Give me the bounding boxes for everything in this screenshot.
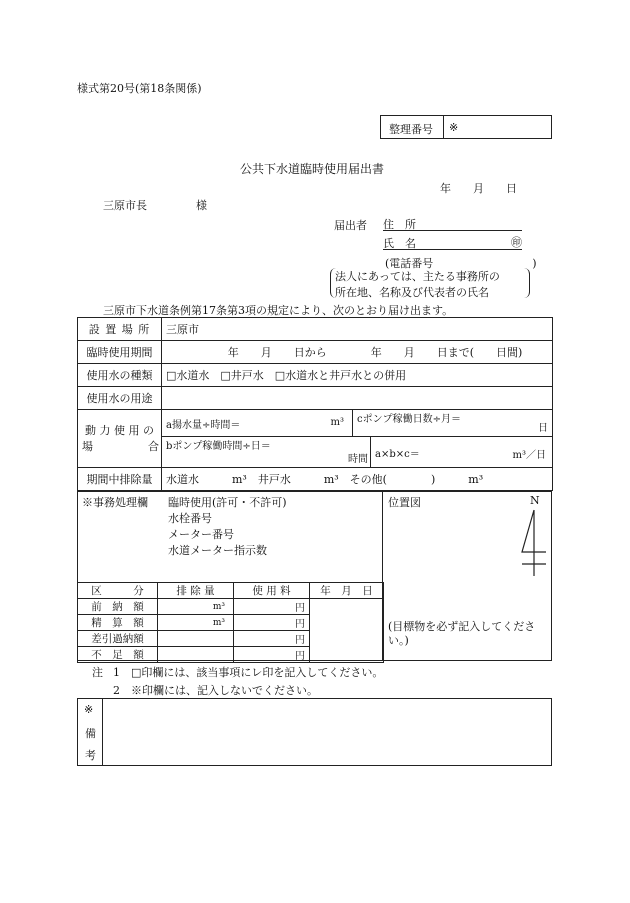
power-c-cell[interactable]: [353, 410, 553, 437]
applicant-label: 届出者: [334, 219, 367, 232]
fee-row-qty[interactable]: [158, 647, 234, 663]
office-line-3: メーター番号: [168, 528, 234, 541]
power-abc-label: a×b×c＝: [375, 448, 420, 460]
fee-row-label: 精 算 額: [78, 615, 158, 631]
intro-text: 三原市下水道条例第17条第3項の規定により、次のとおり届け出ます。: [103, 304, 454, 317]
discharge-label: 期間中排除量: [78, 468, 162, 491]
corp-note: [330, 268, 530, 298]
remarks-mark: ※: [84, 703, 94, 716]
period-value[interactable]: 年 月 日から 年 月 日まで( 日間): [162, 341, 553, 364]
fee-row-label: 差引過納額: [78, 631, 158, 647]
office-line-2: 水栓番号: [168, 512, 212, 525]
power-b-unit: 時間: [348, 454, 368, 465]
addressee: 三原市長: [103, 199, 147, 212]
power-abc-cell[interactable]: [371, 437, 553, 468]
fee-row-label: 前 納 額: [78, 599, 158, 615]
fee-row-label: 不 足 額: [78, 647, 158, 663]
map-note: (目標物を必ず記入してください。): [388, 620, 536, 647]
fee-row-qty[interactable]: m³: [158, 599, 234, 615]
corp-note-line-1: 法人にあっては、主たる事務所の: [335, 270, 500, 283]
main-form-table: [77, 317, 553, 491]
water-type-options[interactable]: □水道水 □井戸水 □水道水と井戸水との併用: [162, 364, 553, 387]
water-type-label: 使用水の種類: [78, 364, 162, 387]
power-label: [78, 410, 162, 468]
power-a-unit: m³: [330, 417, 344, 428]
remarks-box: [77, 698, 552, 766]
map-label: 位置図: [388, 496, 421, 509]
power-b-label: bポンプ稼働時間÷日＝: [166, 441, 271, 452]
note-prefix: 注: [92, 666, 103, 679]
discharge-value[interactable]: 水道水 m³ 井戸水 m³ その他( ) m³: [162, 468, 553, 491]
power-label-line-1: 動 力 使 用 の: [85, 423, 154, 437]
power-b-cell[interactable]: [162, 437, 371, 468]
fee-header-fee: 使 用 料: [234, 583, 310, 599]
fee-row-fee[interactable]: 円: [234, 631, 310, 647]
seiri-label: 整理番号: [389, 123, 433, 136]
power-a-cell[interactable]: [162, 410, 353, 437]
note-1: 1 □印欄には、該当事項にレ印を記入してください。: [113, 666, 384, 679]
seiri-number-box: [380, 115, 552, 139]
fee-row-qty[interactable]: [158, 631, 234, 647]
fee-row-fee[interactable]: 円: [234, 615, 310, 631]
fee-row-fee[interactable]: 円: [234, 599, 310, 615]
fee-row-fee[interactable]: 円: [234, 647, 310, 663]
remarks-char-1: 備: [85, 727, 96, 740]
office-line-4: 水道メーター指示数: [168, 544, 267, 557]
power-a-label: a揚水量÷時間＝: [166, 419, 241, 431]
fee-header-category: 区 分: [78, 583, 158, 599]
seiri-mark: ※: [449, 121, 459, 134]
power-label-line-2: 場 合: [82, 439, 159, 453]
date-line: 年 月 日: [440, 182, 517, 195]
seiri-divider: [443, 116, 444, 138]
fee-row-qty[interactable]: m³: [158, 615, 234, 631]
note-2: 2 ※印欄には、記入しないでください。: [113, 684, 318, 697]
phone-label: (電話番号 ): [385, 257, 537, 270]
addressee-sama: 様: [196, 199, 207, 212]
document-title: 公共下水道臨時使用届出書: [240, 162, 385, 176]
purpose-label: 使用水の用途: [78, 387, 162, 410]
north-label: N: [530, 494, 540, 507]
address-label: 住 所: [383, 218, 416, 231]
address-field[interactable]: [383, 216, 522, 231]
fee-date-cell[interactable]: [310, 599, 384, 663]
form-number: 様式第20号(第18条関係): [77, 82, 202, 95]
office-label: ※事務処理欄: [82, 496, 148, 509]
power-abc-unit: m³／日: [512, 450, 546, 461]
office-line-1: 臨時使用(許可・不許可): [168, 496, 287, 509]
location-value[interactable]: 三原市: [162, 318, 553, 341]
power-c-label: cポンプ稼働日数÷月＝: [357, 414, 461, 425]
office-block: [77, 491, 552, 661]
fee-header-date: 年 月 日: [310, 583, 384, 599]
remarks-divider: [102, 699, 103, 765]
remarks-char-2: 考: [85, 749, 96, 762]
location-label: 設 置 場 所: [78, 318, 162, 341]
north-arrow-icon: [518, 508, 548, 578]
seal-mark: ㊞: [511, 236, 522, 249]
fee-table: [77, 582, 384, 663]
corp-note-line-2: 所在地、名称及び代表者の氏名: [335, 286, 489, 299]
period-label: 臨時使用期間: [78, 341, 162, 364]
purpose-value[interactable]: [162, 387, 553, 410]
name-field[interactable]: [383, 235, 522, 250]
remarks-field[interactable]: [104, 699, 551, 765]
power-c-unit: 日: [538, 423, 548, 434]
fee-header-quantity: 排 除 量: [158, 583, 234, 599]
name-label: 氏 名: [383, 237, 416, 250]
